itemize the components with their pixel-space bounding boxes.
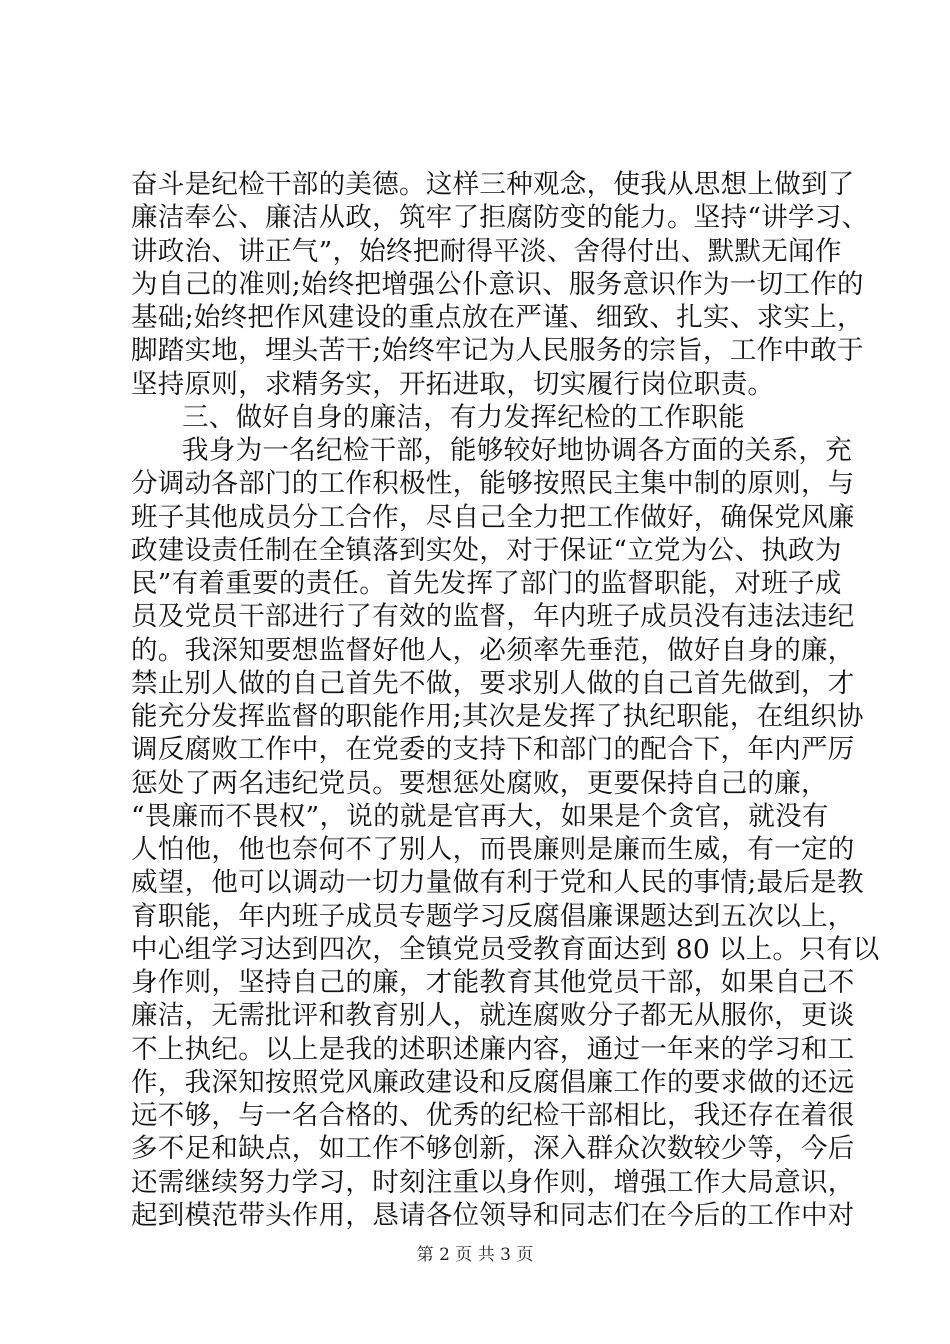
body-text-line: 威望，他可以调动一切力量做有利于党和人民的事情;最后是教: [131, 867, 864, 898]
body-text-line: 的。我深知要想监督好他人，必须率先垂范，做好自身的廉，: [131, 635, 855, 666]
body-text-line: 惩处了两名违纪党员。要想惩处腐败，更要保持自己的廉，: [131, 768, 828, 799]
body-text-line: 还需继续努力学习，时刻注重以身作则，增强工作大局意识，: [131, 1167, 855, 1198]
body-text-line: 多不足和缺点，如工作不够创新，深入群众次数较少等，今后: [131, 1133, 855, 1164]
paragraph-first-line: 我身为一名纪检干部，能够较好地协调各方面的关系，充: [182, 435, 852, 466]
body-text-line: 中心组学习达到四次，全镇党员受教育面达到 80 以上。只有以: [131, 934, 880, 965]
body-text-line: 廉洁，无需批评和教育别人，就连腐败分子都无从服你，更谈: [131, 1000, 855, 1031]
body-text-line: 政建设责任制在全镇落到实处，对于保证“立党为公、执政为: [131, 535, 842, 566]
body-text-line: 人怕他，他也奈何不了别人，而畏廉则是廉而生威，有一定的: [131, 834, 855, 865]
page-number-footer: 第 2 页 共 3 页: [416, 1245, 534, 1265]
body-text-line: 分调动各部门的工作积极性，能够按照民主集中制的原则，与: [131, 468, 855, 499]
body-text-line: 为自己的准则;始终把增强公仆意识、服务意识作为一切工作的: [131, 269, 864, 300]
body-text-line: 脚踏实地，埋头苦干;始终牢记为人民服务的宗旨，工作中敢于: [131, 335, 864, 366]
body-text-line: 奋斗是纪检干部的美德。这样三种观念，使我从思想上做到了: [131, 169, 855, 200]
body-text-line: 民”有着重要的责任。首先发挥了部门的监督职能，对班子成: [131, 568, 842, 599]
body-text-line: 起到模范带头作用，恳请各位领导和同志们在今后的工作中对: [131, 1200, 855, 1231]
body-text-line: 班子其他成员分工合作，尽自己全力把工作做好，确保党风廉: [131, 502, 855, 533]
body-text-line: 作，我深知按照党风廉政建设和反腐倡廉工作的要求做的还远: [131, 1067, 855, 1098]
body-text-line: 调反腐败工作中，在党委的支持下和部门的配合下，年内严厉: [131, 734, 855, 765]
body-text-line: 不上执纪。以上是我的述职述廉内容，通过一年来的学习和工: [131, 1034, 855, 1065]
body-text-line: “畏廉而不畏权”，说的就是官再大，如果是个贪官，就没有: [131, 801, 829, 832]
body-text-line: 坚持原则，求精务实，开拓进取，切实履行岗位职责。: [131, 369, 775, 400]
body-text-line: 育职能，年内班子成员专题学习反腐倡廉课题达到五次以上，: [131, 901, 855, 932]
body-text-line: 远不够，与一名合格的、优秀的纪检干部相比，我还存在着很: [131, 1100, 855, 1131]
body-text-line: 员及党员干部进行了有效的监督，年内班子成员没有违法违纪: [131, 601, 855, 632]
body-text-line: 基础;始终把作风建设的重点放在严谨、细致、扎实、求实上，: [131, 302, 864, 333]
body-text-line: 身作则，坚持自己的廉，才能教育其他党员干部，如果自己不: [131, 967, 855, 998]
body-text-line: 廉洁奉公、廉洁从政，筑牢了拒腐防变的能力。坚持“讲学习、: [131, 202, 869, 233]
body-text-line: 讲政治、讲正气”，始终把耐得平淡、舍得付出、默默无闻作: [131, 236, 842, 267]
body-text-line: 能充分发挥监督的职能作用;其次是发挥了执纪职能，在组织协: [131, 701, 864, 732]
body-text-line: 禁止别人做的自己首先不做，要求别人做的自己首先做到，才: [131, 668, 855, 699]
section-heading: 三、做好自身的廉洁，有力发挥纪检的工作职能: [182, 402, 745, 433]
